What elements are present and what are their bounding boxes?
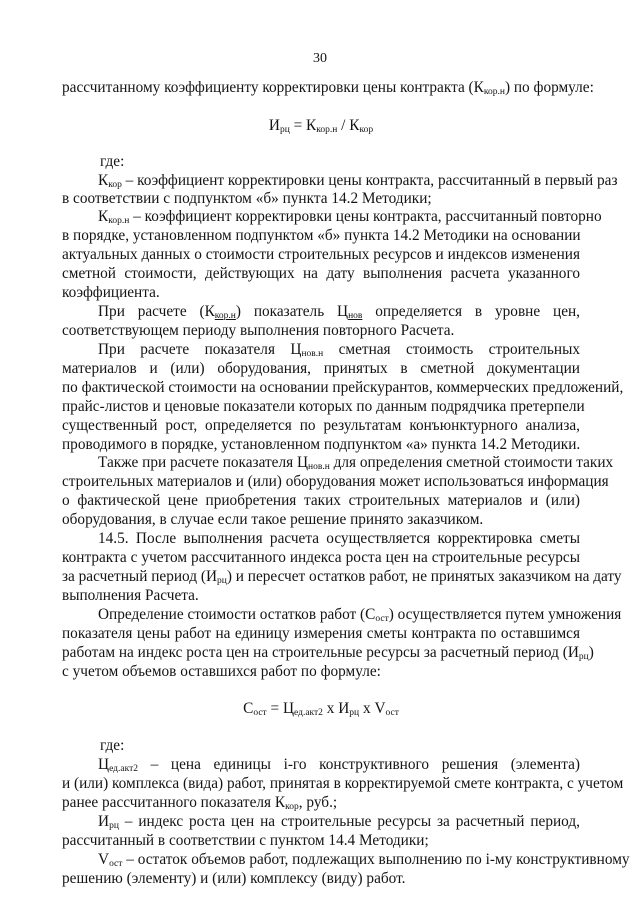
text-run: / К	[337, 117, 360, 134]
text-run: соответствующем периоду выполнения повторного Расчета.	[62, 322, 455, 339]
text-line	[62, 245, 580, 264]
text-line	[62, 812, 580, 831]
text-run: материалов и (или) оборудования, принятых в сметной документации	[62, 360, 580, 377]
text-line	[62, 869, 580, 888]
text-line	[62, 605, 622, 624]
text-line	[62, 529, 580, 548]
subscript: рц	[349, 708, 360, 718]
text-line	[62, 359, 580, 378]
text-line	[62, 567, 622, 586]
text-line	[62, 340, 580, 359]
subscript: кор	[359, 125, 374, 135]
text-run: К	[98, 172, 109, 189]
text-run: V	[98, 851, 110, 868]
formula-line	[62, 699, 580, 718]
subscript: нов.н	[308, 462, 330, 472]
text-line	[62, 586, 580, 605]
subscript: кор.н	[483, 87, 505, 97]
text-run: Также при расчете показателя Ц	[98, 454, 308, 471]
text-run: с учетом объемов оставшихся работ по формуле:	[62, 663, 381, 680]
subscript: ед.акт2	[109, 764, 138, 774]
subscript: нов.н	[301, 349, 324, 359]
text-run: определяется в уровне цен,	[362, 303, 580, 320]
text-run: решению (элементу) и (или) комплексу (виду) работ.	[62, 870, 406, 887]
text-run: – остаток объемов работ, подлежащих выполнению по i-му конструктивному	[122, 851, 630, 868]
text-run: по фактической стоимости на основании прейскурантов, коммерческих предложений,	[62, 379, 624, 396]
subscript: ост	[375, 614, 389, 624]
text-run: показателя цены работ на единицу измерения сметы контракта по оставшимся	[62, 625, 580, 642]
text-line	[62, 264, 580, 283]
text-run: – индекс роста цен на строительные ресурсы за расчетный период,	[118, 813, 580, 830]
text-line	[62, 78, 594, 97]
text-line	[62, 152, 580, 171]
text-line	[62, 548, 580, 567]
text-line	[62, 283, 580, 302]
subscript: кор.н	[108, 216, 130, 226]
text-line	[62, 207, 602, 226]
text-run: за расчетный период (И	[62, 568, 217, 585]
text-run: ) по формуле:	[504, 79, 594, 96]
text-run: ) осуществляется путем умножения	[388, 606, 622, 623]
text-line	[62, 793, 580, 812]
text-line	[62, 624, 580, 643]
text-run: 14.5. После выполнения расчета осуществляется корректировка сметы	[98, 530, 580, 547]
text-run: – коэффициент корректировки цены контракта, рассчитанный повторно	[129, 208, 602, 225]
text-run: При расчете показателя Ц	[98, 341, 302, 358]
text-line	[62, 378, 624, 397]
text-run: коэффициента.	[62, 284, 160, 301]
text-run: , руб.;	[298, 794, 338, 811]
page-number: 30	[313, 51, 327, 66]
text-run: и (или) комплекса (вида) работ, принятая в корректируемой смете контракта, с учетом	[62, 775, 624, 792]
text-run: в соответствии с подпунктом «б» пункта 14.2 Методики;	[62, 190, 432, 207]
text-run: К	[98, 208, 109, 225]
text-run: проводимого в порядке, установленном подпунктом «а» пункта 14.2 Методики.	[62, 436, 581, 453]
text-run: И	[268, 117, 280, 134]
text-run: С	[243, 700, 254, 717]
text-run: строительных материалов и (или) оборудования может использоваться информация	[62, 473, 609, 490]
text-run: где:	[100, 153, 125, 170]
text-line	[62, 435, 580, 454]
text-run: о фактической цене приобретения таких строительных материалов и (или)	[62, 492, 580, 509]
text-run: – коэффициент корректировки цены контракта, рассчитанный в первый раз	[121, 172, 618, 189]
text-run: И	[98, 813, 110, 830]
text-run: ) и пересчет остатков работ, не принятых заказчиком на дату	[226, 568, 622, 585]
text-line	[62, 643, 594, 662]
text-run: Ц	[98, 756, 110, 773]
text-run: рассчитанному коэффициенту корректировки цены контракта (К	[62, 79, 484, 96]
subscript: ост	[109, 859, 123, 869]
text-line	[62, 755, 580, 774]
subscript: кор	[108, 180, 122, 190]
text-line	[62, 662, 580, 681]
text-run: рассчитанный в соответствии с пунктом 14.4 Методики;	[62, 832, 429, 849]
text-run: х V	[359, 700, 386, 717]
text-line	[62, 453, 614, 472]
text-run: )	[588, 644, 594, 661]
text-line	[62, 736, 580, 755]
text-run: сметная стоимость строительных	[323, 341, 580, 358]
text-run: прайс-листов и ценовые показатели которых по данным подрядчика претерпели	[62, 398, 585, 415]
subscript: рц	[217, 576, 227, 586]
text-line	[62, 472, 609, 491]
text-line	[62, 171, 618, 190]
text-run: Определение стоимости остатков работ (С	[98, 606, 376, 623]
text-run: = Ц	[266, 700, 295, 717]
text-run: для определения сметной стоимости таких	[329, 454, 614, 471]
text-run: выполнения Расчета.	[62, 587, 199, 604]
text-line	[62, 397, 585, 416]
text-run: где:	[100, 737, 125, 754]
subscript: ед.акт2	[294, 708, 323, 718]
text-run: контракта с учетом рассчитанного индекса роста цен на строительные ресурсы	[62, 549, 580, 566]
text-run: При расчете (К	[98, 303, 215, 320]
subscript: кор.н	[316, 125, 338, 135]
text-line	[62, 510, 580, 529]
text-run: актуальных данных о стоимости строительных ресурсов и индексов изменения	[62, 246, 580, 263]
text-line	[62, 774, 624, 793]
subscript: ост	[253, 708, 267, 718]
subscript: нов	[348, 311, 363, 321]
subscript: кор.н	[214, 311, 236, 321]
text-run: – цена единицы i-го конструктивного решения (элемента)	[137, 756, 580, 773]
text-line	[62, 831, 580, 850]
text-line	[62, 302, 580, 321]
text-run: в порядке, установленном подпунктом «б» пункта 14.2 Методики на основании	[62, 227, 581, 244]
text-run: сметной стоимости, действующих на дату выполнения расчета указанного	[62, 265, 580, 282]
text-run: ранее рассчитанного показателя К	[62, 794, 286, 811]
text-line	[62, 491, 580, 510]
subscript: рц	[279, 125, 290, 135]
text-line	[62, 226, 580, 245]
text-run: = К	[289, 117, 317, 134]
subscript: рц	[109, 821, 119, 831]
text-run: существенный рост, определяется по результатам конъюнктурного анализа,	[62, 417, 580, 434]
subscript: ост	[385, 708, 399, 718]
text-run: работам на индекс роста цен на строительные ресурсы за расчетный период (И	[62, 644, 579, 661]
subscript: кор	[285, 802, 299, 812]
text-line	[62, 416, 580, 435]
text-run: х И	[322, 700, 350, 717]
text-line	[62, 321, 580, 340]
text-run: оборудования, в случае если такое решение принято заказчиком.	[62, 511, 484, 528]
text-line	[62, 189, 580, 208]
subscript: рц	[578, 652, 589, 662]
formula-line	[62, 116, 580, 135]
text-run: ) показатель Ц	[235, 303, 349, 320]
text-line	[62, 850, 630, 869]
